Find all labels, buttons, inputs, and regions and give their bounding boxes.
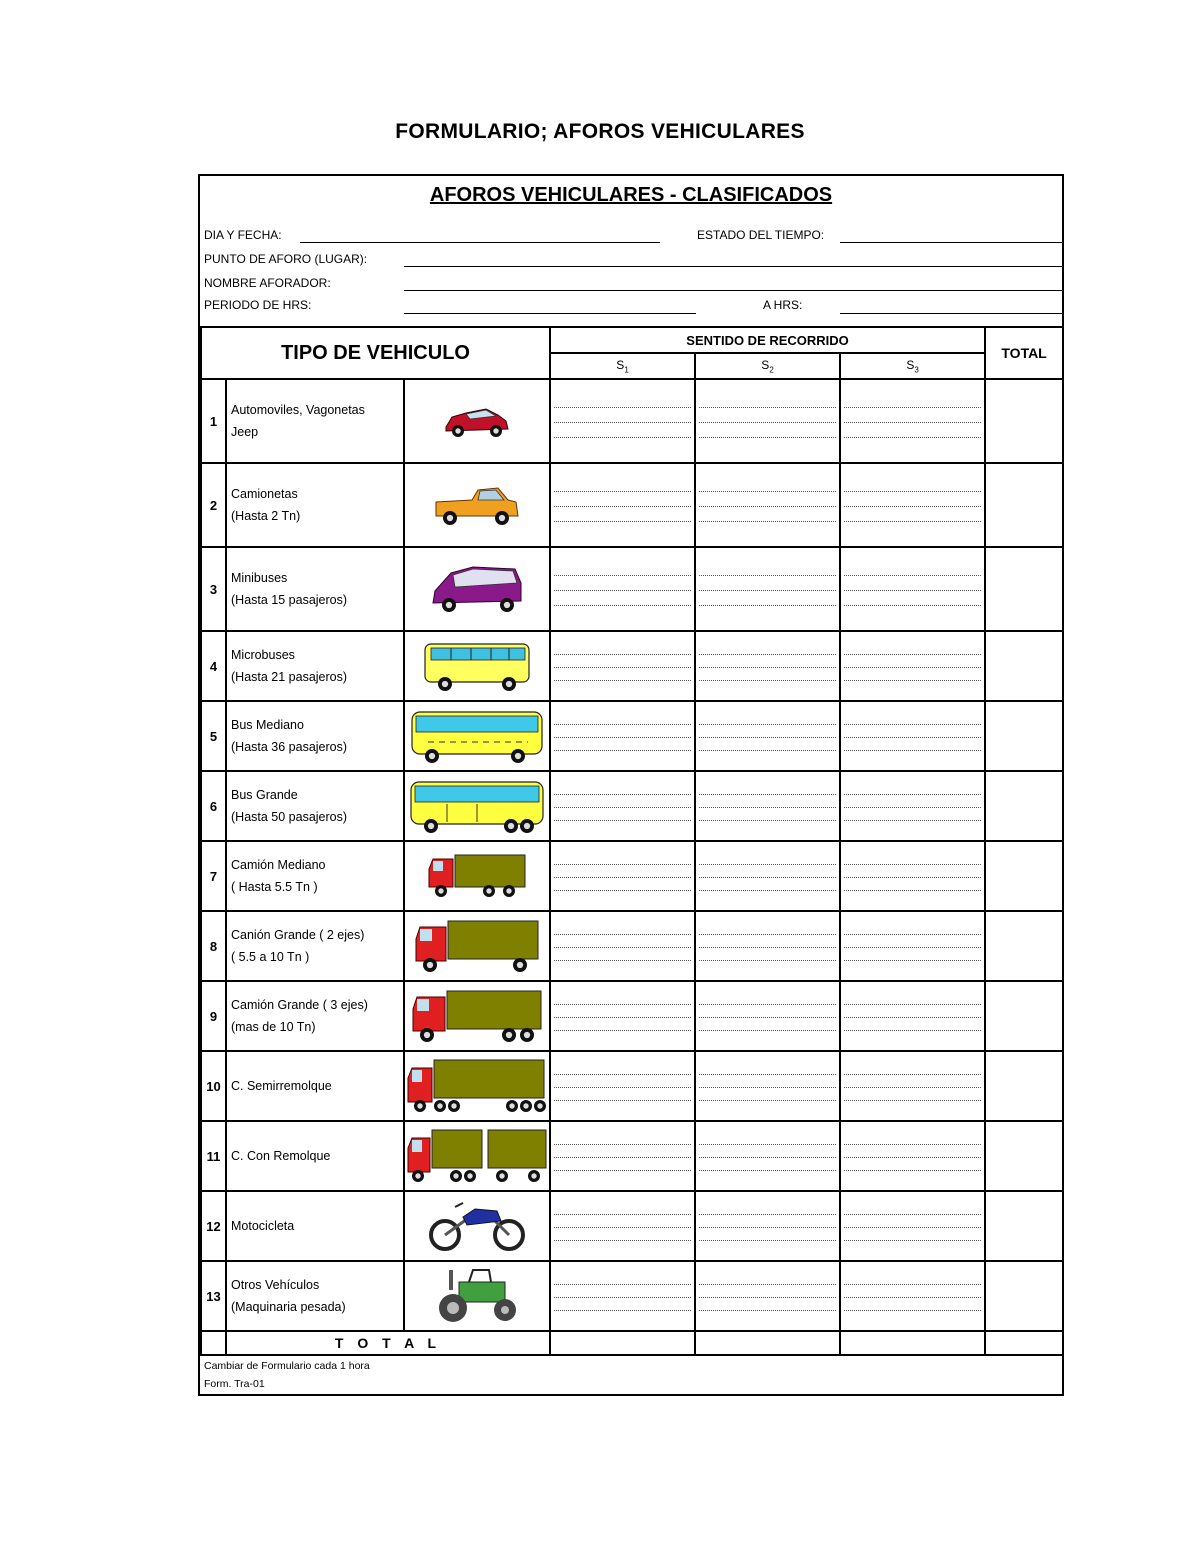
truck-3axle-icon [404,981,550,1051]
count-cell-s3[interactable] [840,379,985,463]
row-total-cell[interactable] [985,631,1063,701]
tally-line [554,1284,691,1285]
count-cell-s3[interactable] [840,1191,985,1261]
a-hrs-field[interactable] [840,313,1062,314]
tally-line [554,654,691,655]
tally-line [844,605,981,606]
estado-tiempo-field[interactable] [840,242,1062,243]
vehicle-type-name: Camión Mediano [231,858,326,872]
tally-line [844,1227,981,1228]
vehicle-type-detail: (Hasta 36 pasajeros) [231,740,348,754]
tally-line [699,877,836,878]
count-cell-s2[interactable] [695,981,840,1051]
count-cell-s1[interactable] [550,1051,695,1121]
vehicle-type-label [226,1121,404,1191]
tally-line [554,737,691,738]
tally-line [844,1170,981,1171]
vehicle-row [201,463,1063,547]
count-cell-s3[interactable] [840,463,985,547]
vehicle-row [201,1261,1063,1331]
tally-line [699,1157,836,1158]
motorcycle-icon [404,1191,550,1261]
vehicle-row [201,911,1063,981]
count-cell-s3[interactable] [840,981,985,1051]
vehicle-type-name: Automoviles, Vagonetas [231,403,365,417]
tally-line [844,864,981,865]
total-cell-s2[interactable] [695,1331,840,1355]
tally-line [699,724,836,725]
vehicle-type-label [226,463,404,547]
tally-line [699,407,836,408]
vehicle-number: 10 [201,1051,226,1121]
tally-line [844,750,981,751]
tally-line [699,737,836,738]
tally-line [554,667,691,668]
tally-line [699,1144,836,1145]
tally-line [844,724,981,725]
row-total-cell[interactable] [985,911,1063,981]
vehicle-number: 5 [201,701,226,771]
tally-line [844,1240,981,1241]
total-header: TOTAL [985,327,1063,379]
vehicle-row [201,771,1063,841]
truck-medium-icon [404,841,550,911]
tally-line [554,1227,691,1228]
total-cell-s3[interactable] [840,1331,985,1355]
count-cell-s3[interactable] [840,911,985,981]
count-cell-s3[interactable] [840,1261,985,1331]
tally-line [844,407,981,408]
page-title: FORMULARIO; AFOROS VEHICULARES [395,120,805,143]
count-cell-s1[interactable] [550,631,695,701]
a-hrs-label: A HRS: [763,298,803,312]
tally-line [844,506,981,507]
row-total-cell[interactable] [985,981,1063,1051]
vehicle-number: 11 [201,1121,226,1191]
vehicle-row [201,701,1063,771]
tally-line [699,1100,836,1101]
tally-line [554,890,691,891]
vehicle-type-label [226,841,404,911]
tally-line [554,947,691,948]
tally-line [699,960,836,961]
truck-trailer-icon [404,1121,550,1191]
vehicle-row [201,379,1063,463]
count-cell-s3[interactable] [840,1121,985,1191]
tally-line [554,1017,691,1018]
count-cell-s3[interactable] [840,1051,985,1121]
tally-line [844,590,981,591]
tractor-icon [404,1261,550,1331]
vehicle-row [201,631,1063,701]
tally-line [844,960,981,961]
tally-line [844,934,981,935]
tally-line [699,1240,836,1241]
tally-line [844,794,981,795]
tally-line [699,1310,836,1311]
tally-line [844,1030,981,1031]
vehicle-type-name: Motocicleta [231,1219,295,1233]
tally-line [699,506,836,507]
vehicle-type-detail: Jeep [231,425,259,439]
tally-line [699,575,836,576]
truck-2axle-icon [404,911,550,981]
tally-line [699,750,836,751]
count-cell-s1[interactable] [550,1191,695,1261]
count-cell-s1[interactable] [550,911,695,981]
tally-line [844,1297,981,1298]
tally-line [844,521,981,522]
tally-line [699,794,836,795]
tally-line [699,890,836,891]
tally-line [699,807,836,808]
tally-line [554,491,691,492]
tally-line [699,680,836,681]
row-total-cell[interactable] [985,463,1063,547]
punto-aforo-label: PUNTO DE AFORO (LUGAR): [204,252,368,266]
vehicle-type-label [226,911,404,981]
tally-line [844,1004,981,1005]
tally-line [699,590,836,591]
tally-line [699,437,836,438]
tally-line [554,1100,691,1101]
tally-line [844,807,981,808]
vehicle-type-detail: ( 5.5 a 10 Tn ) [231,950,310,964]
vehicle-count-table [200,326,1064,1356]
tally-line [844,1284,981,1285]
row-total-cell[interactable] [985,1121,1063,1191]
total-row-label: T O T A L [226,1331,550,1355]
tally-line [554,1074,691,1075]
tally-line [554,1170,691,1171]
vehicle-type-label [226,547,404,631]
tally-line [554,1310,691,1311]
tally-line [554,750,691,751]
count-cell-s1[interactable] [550,547,695,631]
tally-line [554,422,691,423]
count-cell-s3[interactable] [840,631,985,701]
vehicle-type-name: C. Con Remolque [231,1149,331,1163]
vehicle-number: 8 [201,911,226,981]
vehicle-type-label [226,1191,404,1261]
tally-line [554,680,691,681]
estado-tiempo-label: ESTADO DEL TIEMPO: [697,228,825,242]
tally-line [699,1004,836,1005]
tally-line [844,422,981,423]
vehicle-type-name: Camionetas [231,487,298,501]
tally-line [554,407,691,408]
tally-line [554,820,691,821]
vehicle-row [201,1121,1063,1191]
tally-line [554,521,691,522]
vehicle-type-name: Microbuses [231,648,295,662]
count-cell-s2[interactable] [695,911,840,981]
vehicle-type-detail: (Maquinaria pesada) [231,1300,346,1314]
tally-line [554,1157,691,1158]
tally-line [699,864,836,865]
row-total-cell[interactable] [985,771,1063,841]
tally-line [844,890,981,891]
total-cell-s1[interactable] [550,1331,695,1355]
tally-line [844,877,981,878]
minivan-icon [404,547,550,631]
tally-line [844,947,981,948]
dia-fecha-field[interactable] [300,242,660,243]
direction-s3-header: $S_3$ [840,353,985,379]
vehicle-number: 1 [201,379,226,463]
tally-line [844,1214,981,1215]
nombre-aforador-field[interactable] [404,290,1062,291]
count-cell-s3[interactable] [840,547,985,631]
count-cell-s1[interactable] [550,1121,695,1191]
bus-medium-icon [404,701,550,771]
dia-fecha-label: DIA Y FECHA: [204,228,282,242]
vehicle-type-name: Bus Mediano [231,718,304,732]
vehicle-type-label [226,771,404,841]
count-cell-s3[interactable] [840,701,985,771]
vehicle-type-detail: (Hasta 21 pasajeros) [231,670,348,684]
vehicle-type-name: Bus Grande [231,788,298,802]
tipo-vehiculo-header: TIPO DE VEHICULO [201,327,550,379]
tally-line [554,877,691,878]
vehicle-type-detail: ( Hasta 5.5 Tn ) [231,880,318,894]
count-cell-s1[interactable] [550,981,695,1051]
semitrailer-icon [404,1051,550,1121]
tally-line [699,1227,836,1228]
total-cell-grand[interactable] [985,1331,1063,1355]
tally-line [844,491,981,492]
tally-line [844,1144,981,1145]
count-cell-s1[interactable] [550,701,695,771]
tally-line [844,737,981,738]
vehicle-type-name: C. Semirremolque [231,1079,332,1093]
punto-aforo-field[interactable] [404,266,1062,267]
tally-line [554,934,691,935]
vehicle-type-name: Canión Grande ( 2 ejes) [231,928,365,942]
direction-s1-header: $S_1$ [550,353,695,379]
tally-line [699,605,836,606]
pickup-icon [404,463,550,547]
vehicle-type-detail: (mas de 10 Tn) [231,1020,316,1034]
count-cell-s2[interactable] [695,1121,840,1191]
tally-line [699,820,836,821]
row-total-cell[interactable] [985,547,1063,631]
count-cell-s2[interactable] [695,547,840,631]
count-cell-s2[interactable] [695,771,840,841]
vehicle-row [201,1051,1063,1121]
vehicle-row [201,841,1063,911]
tally-line [699,422,836,423]
tally-line [554,1004,691,1005]
periodo-hrs-field[interactable] [404,313,696,314]
tally-line [554,605,691,606]
total-row [201,1331,1063,1355]
row-total-cell[interactable] [985,379,1063,463]
footer-note: Cambiar de Formulario cada 1 hora [204,1360,370,1372]
tally-line [699,934,836,935]
count-cell-s2[interactable] [695,631,840,701]
tally-line [844,1157,981,1158]
tally-line [844,1310,981,1311]
tally-line [844,1100,981,1101]
form-code: Form. Tra-01 [204,1378,265,1390]
vehicle-type-name: Otros Vehículos [231,1278,320,1292]
form-heading: AFOROS VEHICULARES - CLASIFICADOS [429,184,833,206]
tally-line [699,1030,836,1031]
vehicle-type-label [226,1051,404,1121]
tally-line [554,1214,691,1215]
direction-s2-header: $S_2$ [695,353,840,379]
count-cell-s1[interactable] [550,841,695,911]
vehicle-number: 3 [201,547,226,631]
vehicle-row [201,981,1063,1051]
tally-line [844,1017,981,1018]
count-cell-s2[interactable] [695,701,840,771]
vehicle-number: 2 [201,463,226,547]
tally-line [699,1214,836,1215]
tally-line [554,960,691,961]
form-box [198,174,1064,1396]
tally-line [554,794,691,795]
vehicle-row [201,547,1063,631]
tally-line [554,437,691,438]
vehicle-number: 4 [201,631,226,701]
count-cell-s1[interactable] [550,463,695,547]
tally-line [699,1017,836,1018]
nombre-aforador-label: NOMBRE AFORADOR: [204,276,331,290]
car-icon [404,379,550,463]
row-total-cell[interactable] [985,1261,1063,1331]
tally-line [844,820,981,821]
tally-line [699,521,836,522]
vehicle-number: 12 [201,1191,226,1261]
tally-line [699,1170,836,1171]
sentido-header: SENTIDO DE RECORRIDO [550,327,985,353]
vehicle-type-label [226,1261,404,1331]
tally-line [554,590,691,591]
row-total-cell[interactable] [985,701,1063,771]
tally-line [844,1087,981,1088]
tally-line [554,506,691,507]
tally-line [844,1074,981,1075]
count-cell-s1[interactable] [550,771,695,841]
vehicle-number: 9 [201,981,226,1051]
tally-line [699,491,836,492]
row-total-cell[interactable] [985,1051,1063,1121]
tally-line [699,667,836,668]
count-cell-s2[interactable] [695,841,840,911]
count-cell-s2[interactable] [695,379,840,463]
count-cell-s3[interactable] [840,841,985,911]
tally-line [554,807,691,808]
tally-line [699,1297,836,1298]
tally-line [699,1074,836,1075]
tally-line [699,1087,836,1088]
tally-line [844,680,981,681]
vehicle-type-name: Minibuses [231,571,288,585]
count-cell-s2[interactable] [695,463,840,547]
periodo-hrs-label: PERIODO DE HRS: [204,298,312,312]
vehicle-type-label [226,981,404,1051]
count-cell-s1[interactable] [550,379,695,463]
vehicle-type-detail: (Hasta 2 Tn) [231,509,301,523]
count-cell-s2[interactable] [695,1191,840,1261]
tally-line [844,575,981,576]
vehicle-type-name: Camión Grande ( 3 ejes) [231,998,368,1012]
vehicle-number: 7 [201,841,226,911]
vehicle-row [201,1191,1063,1261]
count-cell-s3[interactable] [840,771,985,841]
tally-line [699,947,836,948]
tally-line [554,1087,691,1088]
vehicle-type-label [226,701,404,771]
vehicle-type-detail: (Hasta 15 pasajeros) [231,593,348,607]
vehicle-number: 13 [201,1261,226,1331]
count-cell-s2[interactable] [695,1051,840,1121]
row-total-cell[interactable] [985,1191,1063,1261]
tally-line [554,1144,691,1145]
row-total-cell[interactable] [985,841,1063,911]
tally-line [844,667,981,668]
vehicle-type-detail: (Hasta 50 pasajeros) [231,810,348,824]
total-row-spacer [201,1331,226,1355]
count-cell-s2[interactable] [695,1261,840,1331]
count-cell-s1[interactable] [550,1261,695,1331]
tally-line [554,1240,691,1241]
tally-line [554,724,691,725]
vehicle-type-label [226,631,404,701]
tally-line [554,1297,691,1298]
tally-line [699,1284,836,1285]
tally-line [554,864,691,865]
tally-line [554,1030,691,1031]
tally-line [844,437,981,438]
vehicle-type-label [226,379,404,463]
bus-large-icon [404,771,550,841]
tally-line [699,654,836,655]
tally-line [844,654,981,655]
microbus-icon [404,631,550,701]
vehicle-number: 6 [201,771,226,841]
tally-line [554,575,691,576]
